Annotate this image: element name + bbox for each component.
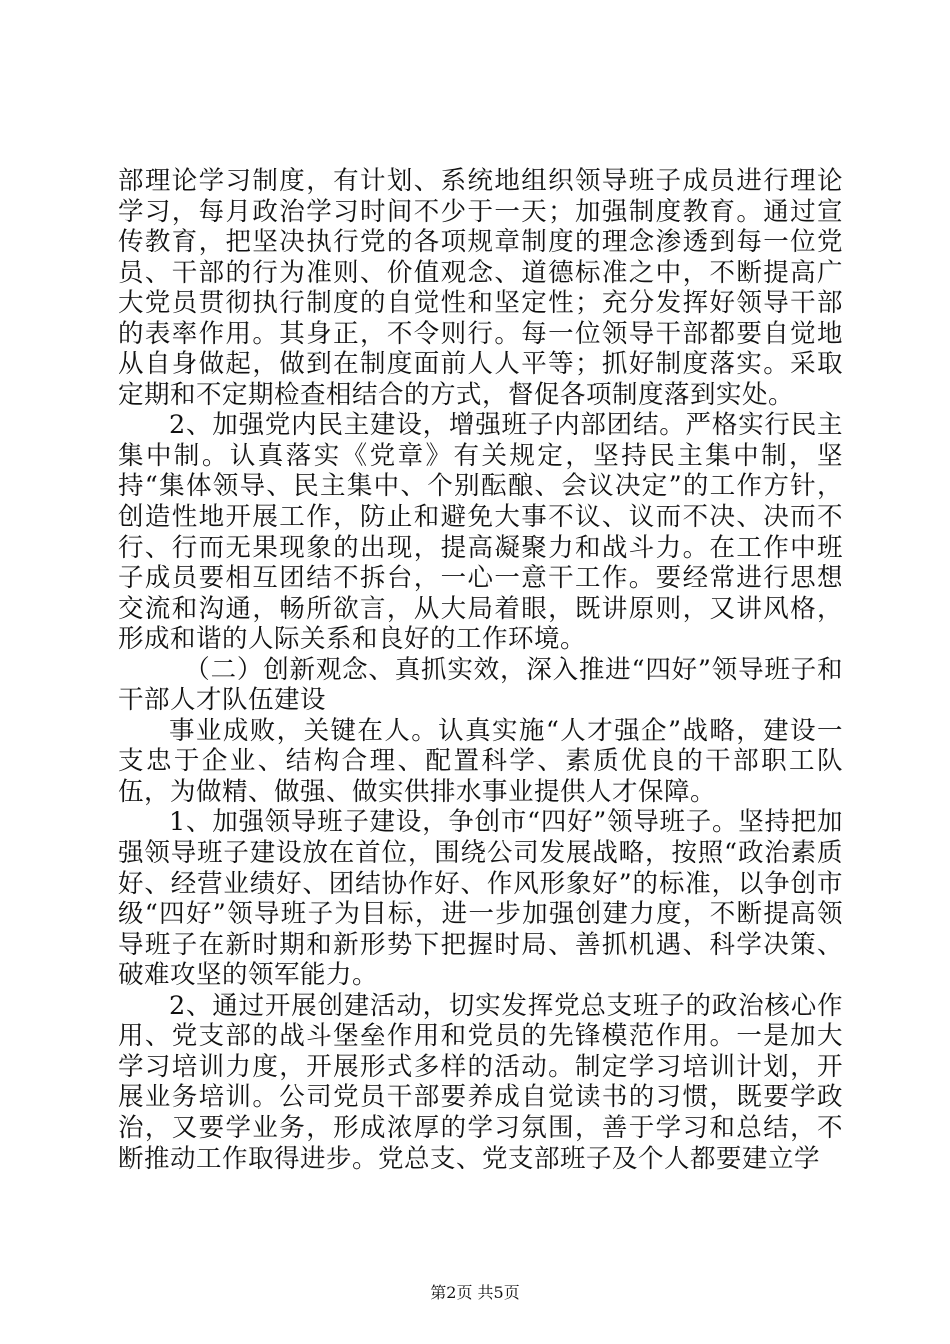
document-body bbox=[118, 166, 843, 1174]
paragraph-continuation: 部理论学习制度，有计划、系统地组织领导班子成员进行理论学习，每月政治学习时间不少于一天；加强制度教育。通过宣传教育，把坚决执行党的各项规章制度的理念渗透到每一位党员、干部的行为准则、价值观念、道德标准之中，不断提高广大党员贯彻执行制度的自觉性和坚定性；充分发挥好领导干部的表率作用。其身正，不令则行。每一位领导干部都要自觉地从自身做起，做到在制度面前人人平等；抓好制度落实。采取定期和不定期检查相结合的方式，督促各项制度落到实处。 bbox=[118, 166, 843, 410]
page-number-footer: 第2页 共5页 bbox=[430, 1283, 520, 1302]
paragraph-item-2-activities: 2、通过开展创建活动，切实发挥党总支班子的政治核心作用、党支部的战斗堡垒作用和党员的先锋模范作用。一是加大学习培训力度，开展形式多样的活动。制定学习培训计划，开展业务培训。公司党员干部要养成自觉读书的习惯，既要学政治，又要学业务，形成浓厚的学习氛围，善于学习和总结，不断推动工作取得进步。党总支、党支部班子及个人都要建立学 bbox=[118, 990, 843, 1174]
paragraph-item-2-democracy: 2、加强党内民主建设，增强班子内部团结。严格实行民主集中制。认真落实《党章》有关规定，坚持民主集中制，坚持“集体领导、民主集中、个别酝酿、会议决定”的工作方针，创造性地开展工作，防止和避免大事不议、议而不决、决而不行、行而无果现象的出现，提高凝聚力和战斗力。在工作中班子成员要相互团结不拆台，一心一意干工作。要经常进行思想交流和沟通，畅所欲言，从大局着眼，既讲原则，又讲风格，形成和谐的人际关系和良好的工作环境。 bbox=[118, 410, 843, 655]
section-heading-2: （二）创新观念、真抓实效，深入推进“四好”领导班子和干部人才队伍建设 bbox=[118, 654, 843, 716]
paragraph-item-1-leadership: 1、加强领导班子建设，争创市“四好”领导班子。坚持把加强领导班子建设放在首位，围绕公司发展战略，按照“政治素质好、经营业绩好、团结协作好、作风形象好”的标准，以争创市级“四好”领导班子为目标，进一步加强创建力度，不断提高领导班子在新时期和新形势下把握时局、善抓机遇、科学决策、破难攻坚的领军能力。 bbox=[118, 807, 843, 991]
paragraph-talent-strategy: 事业成败，关键在人。认真实施“人才强企”战略，建设一支忠于企业、结构合理、配置科学、素质优良的干部职工队伍，为做精、做强、做实供排水事业提供人才保障。 bbox=[118, 715, 843, 807]
